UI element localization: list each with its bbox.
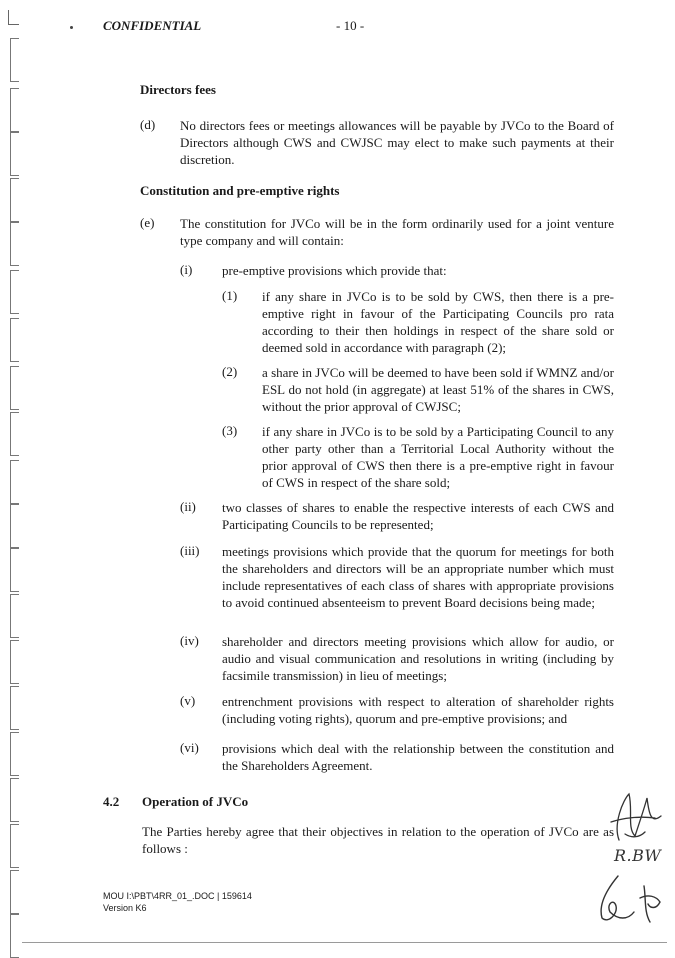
footer-version: Version K6 (103, 903, 147, 913)
clause-d-text: No directors fees or meetings allowances will be payable by JVCo to the Board of Directors although CWS and CWJSC may elect to make such payments at their discretion. (180, 118, 614, 167)
sub-2-text: a share in JVCo will be deemed to have been sold if WMNZ and/or ESL do not hold (in aggregate) at least 51% of the shares in CWS, without the prior approval of CWJSC; (262, 365, 614, 414)
binder-hole-6 (10, 270, 23, 314)
binder-hole-17 (10, 778, 23, 822)
sub-3-text: if any share in JVCo is to be sold by a Participating Council to any other party other than a Territorial Local Authority without the prior approval of CWS then there is a pre-emptive right in favour of CWS in respect of the share sold; (262, 424, 614, 490)
sub-3-label: (3) (222, 423, 238, 438)
sub-2-label: (2) (222, 364, 238, 379)
page-number: - 10 - (336, 18, 365, 33)
binder-hole-12 (10, 548, 23, 592)
clause-vi-text: provisions which deal with the relationship between the constitution and the Shareholders Agreement. (222, 741, 614, 773)
binder-hole-8 (10, 366, 23, 410)
clause-e-label: (e) (140, 215, 155, 230)
binder-hole-5 (10, 222, 23, 266)
clause-v-text: entrenchment provisions with respect to alteration of shareholder rights (including voting rights), quorum and pre-emptive provisions; and (222, 694, 614, 726)
footer (103, 890, 252, 914)
clause-iv-label: (iv) (180, 633, 199, 648)
sub-1-text: if any share in JVCo is to be sold by CWS, then there is a pre-emptive right in favour of the Participating Councils pro rata according to their then holdings in respect of the share sold or deemed sold in accordance with paragraph (2); (262, 289, 614, 355)
operation-heading: Operation of JVCo (142, 794, 249, 809)
binder-hole-19 (10, 870, 23, 914)
binder-hole-14 (10, 640, 23, 684)
operation-text: The Parties hereby agree that their objectives in relation to the operation of JVCo are as follows : (142, 824, 614, 856)
binder-hole-11 (10, 504, 23, 548)
binder-hole-18 (10, 824, 23, 868)
section-4-2-number: 4.2 (103, 794, 120, 809)
binder-hole-7 (10, 318, 23, 362)
signature-initials-text: R.BW (614, 846, 662, 865)
footer-doc-ref: MOU I:\PBT\4RR_01_.DOC | 159614 (103, 891, 252, 901)
clause-iii-label: (iii) (180, 543, 200, 558)
binder-hole-4 (10, 178, 23, 222)
constitution-heading: Constitution and pre-emptive rights (140, 183, 340, 198)
clause-i-text: pre-emptive provisions which provide that: (222, 263, 447, 278)
confidential-label: CONFIDENTIAL (103, 18, 202, 33)
binder-hole-2 (10, 88, 23, 132)
binder-hole-3 (10, 132, 23, 176)
sub-1-label: (1) (222, 288, 238, 303)
clause-i-label: (i) (180, 262, 193, 277)
binder-hole-13 (10, 594, 23, 638)
clause-e-text: The constitution for JVCo will be in the form ordinarily used for a joint venture type company and will contain: (180, 216, 614, 248)
clause-iv-text: shareholder and directors meeting provisions which allow for audio, or audio and visual communication and resolutions in writing (including by facsimile transmission) in lieu of meetings; (222, 634, 614, 683)
binder-hole-9 (10, 412, 23, 456)
clause-vi-label: (vi) (180, 740, 199, 755)
scan-dot (70, 26, 73, 29)
clause-ii-label: (ii) (180, 499, 196, 514)
clause-v-label: (v) (180, 693, 196, 708)
directors-fees-heading: Directors fees (140, 82, 216, 97)
binder-hole-16 (10, 732, 23, 776)
binder-hole-10 (10, 460, 23, 504)
clause-d-label: (d) (140, 117, 156, 132)
binder-hole-1 (10, 38, 23, 82)
scan-corner-mark (8, 10, 19, 25)
clause-ii-text: two classes of shares to enable the respective interests of each CWS and Participating Councils to be represented; (222, 500, 614, 532)
signature-initials-1 (605, 788, 667, 844)
clause-iii-text: meetings provisions which provide that the quorum for meetings for both the shareholders and directors will be an appropriate number which must include representatives of each class of shares with appropriate provisions to avoid continued absenteeism to prevent Board decisions being made; (222, 544, 614, 610)
signature-2 (588, 868, 666, 928)
binder-hole-20 (10, 914, 23, 958)
bottom-rule (22, 942, 667, 943)
binder-hole-15 (10, 686, 23, 730)
